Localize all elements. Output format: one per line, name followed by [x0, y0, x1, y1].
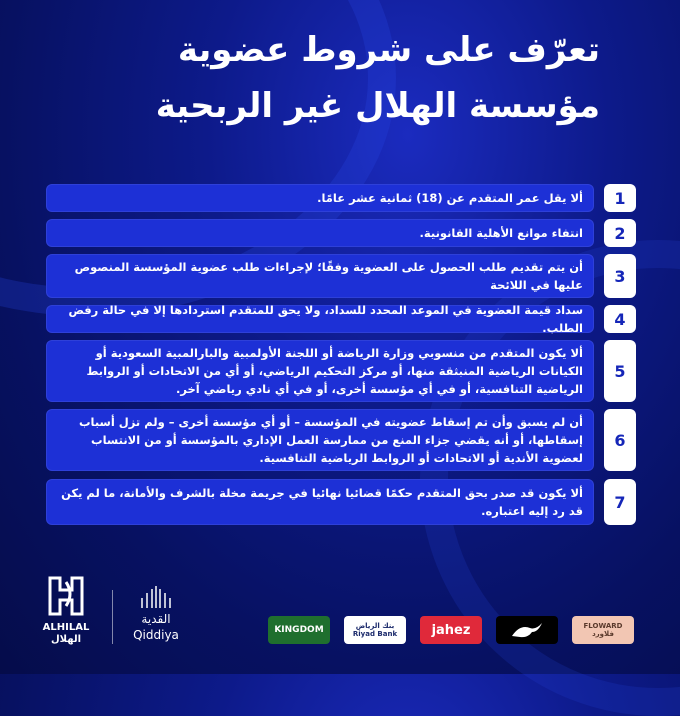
condition-text: أن لم يسبق وأن تم إسقاط عضويته في المؤسسة – أو أي مؤسسة أخرى – ولم تزل أسباب إسقاطها، أو أنه يقضي جزاء المنع من ممارسة العمل الإداري بالمؤسسة أو من الانتساب لعضوية الأندية أو الاتحادات أو الروابط الرياضية التنافسية.	[78, 415, 583, 465]
sponsor-riyad-label-ar: بنك الرياض	[355, 622, 395, 630]
condition-text: ألا يقل عمر المتقدم عن (18) ثمانية عشر عامًا.	[317, 191, 583, 205]
condition-number: 5	[604, 340, 636, 402]
sponsor-riyad-bank	[344, 616, 406, 644]
sponsor-riyad-label-en: Riyad Bank	[352, 630, 398, 638]
condition-text-box	[46, 219, 594, 247]
condition-number: 1	[604, 184, 636, 212]
condition-number: 4	[604, 305, 636, 333]
condition-text: ألا يكون قد صدر بحق المتقدم حكمًا قضائيا نهائيا في جريمة مخلة بالشرف والأمانة، ما لم يكن قد رد إليه اعتباره.	[61, 486, 583, 518]
condition-text-box	[46, 479, 594, 525]
sponsor-floward-label-ar: فلاورد	[592, 630, 614, 638]
sponsor-kingdom	[268, 616, 330, 644]
sponsor-floward	[572, 616, 634, 644]
condition-row	[46, 219, 636, 247]
qiddiya-name-ar: القدية	[141, 612, 171, 626]
qiddiya-name-en: Qiddiya	[133, 628, 179, 642]
condition-row	[46, 409, 636, 471]
condition-row	[46, 479, 636, 525]
alhilal-name-ar: الهلال	[50, 634, 82, 645]
page-title-line2: مؤسسة الهلال غير الربحية	[155, 86, 600, 126]
condition-text: انتفاء موانع الأهلية القانونية.	[419, 226, 583, 240]
sponsor-jahez	[420, 616, 482, 644]
condition-row	[46, 254, 636, 298]
condition-row	[46, 305, 636, 333]
condition-text-box	[46, 254, 594, 298]
condition-number: 3	[604, 254, 636, 298]
puma-logo-icon	[510, 620, 544, 640]
qiddiya-logo-icon	[138, 584, 174, 610]
sponsor-kingdom-label: KINGDOM	[274, 625, 324, 635]
condition-text-box	[46, 409, 594, 471]
condition-text-box	[46, 305, 594, 333]
condition-text: ألا يكون المتقدم من منسوبي وزارة الرياضة أو اللجنة الأولمبية والبارالمبية السعودية أو الكيانات الرياضية المنبثقة منها، أو مركز التحكيم الرياضي، أو أي من الاتحادات أو الروابط الرياضية التنافسية، أو في أي مؤسسة أخرى، أو في أي نادي رياضي آخر.	[86, 346, 583, 396]
logo-divider	[112, 590, 113, 644]
sponsor-floward-label-en: FLOWARD	[583, 622, 623, 630]
sponsor-puma	[496, 616, 558, 644]
page-title-line1: تعرّف على شروط عضوية	[177, 30, 600, 70]
condition-text-box	[46, 184, 594, 212]
footer-logos	[0, 560, 680, 674]
condition-number: 2	[604, 219, 636, 247]
condition-text: أن يتم تقديم طلب الحصول على العضوية وفقًا؛ لإجراءات طلب عضوية المؤسسة المنصوص عليها في اللائحة	[74, 260, 583, 292]
condition-row	[46, 184, 636, 212]
sponsor-jahez-label: jahez	[431, 622, 471, 638]
alhilal-name-en: ALHILAL	[42, 622, 90, 633]
condition-text: سداد قيمة العضوية في الموعد المحدد للسداد، ولا يحق للمتقدم استردادها إلا في حالة رفض الطلب.	[68, 303, 583, 335]
condition-number: 6	[604, 409, 636, 471]
condition-text-box	[46, 340, 594, 402]
condition-number: 7	[604, 479, 636, 525]
condition-row	[46, 340, 636, 402]
alhilal-logo-icon	[46, 574, 86, 618]
